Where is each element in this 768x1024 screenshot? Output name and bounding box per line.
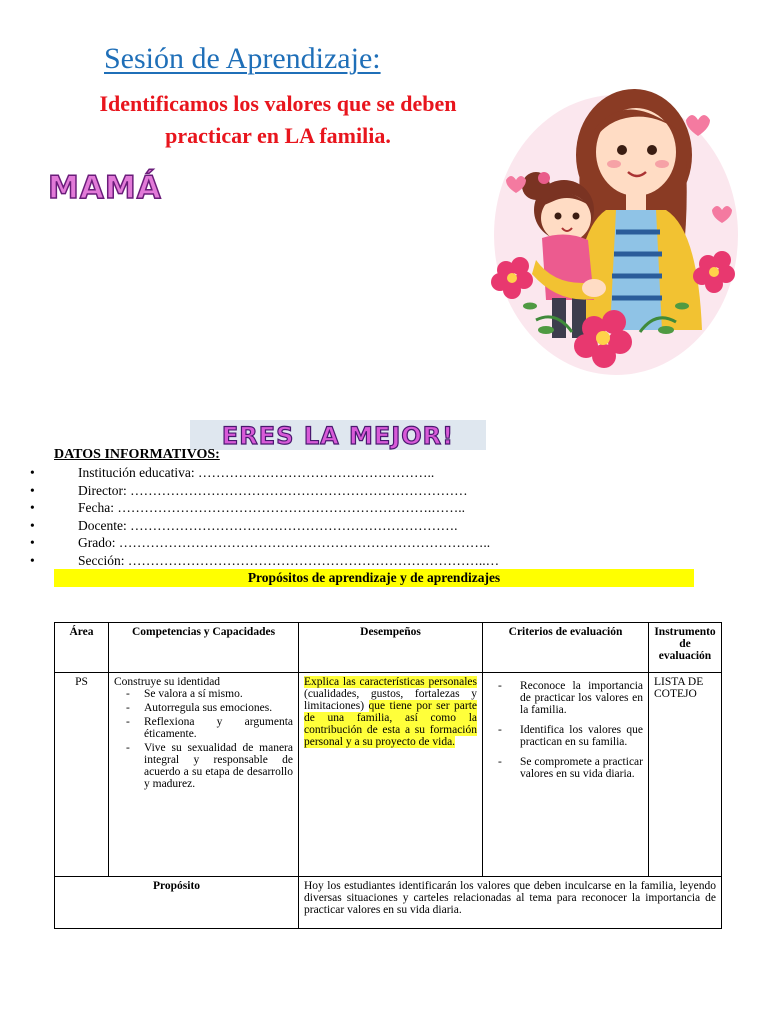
header-competencias: Competencias y Capacidades (109, 623, 299, 673)
datos-item: • Institución educativa: …………………………………………….. (30, 465, 435, 480)
header-desempenos: Desempeños (299, 623, 483, 673)
datos-item: • Grado: ……………………………………………………………………….. (30, 535, 491, 550)
session-title: Sesión de Aprendizaje: (104, 42, 381, 75)
proposito-row (55, 877, 722, 929)
criterios-list (488, 680, 643, 780)
list-item: - Se compromete a practicar valores en su vida diaria. (520, 756, 643, 780)
cell-instrumento: LISTA DE COTEJO (649, 673, 722, 877)
datos-item: • Docente: ………………………………………………………………. (30, 517, 458, 533)
session-subtitle: Identificamos los valores que se deben practicar en LA familia. (99, 91, 457, 148)
proposito-label: Propósito (55, 877, 299, 929)
datos-item: • Sección: ……………………………………………………………………..… (30, 552, 500, 568)
learning-plan-table (54, 622, 722, 929)
datos-item: • Director: ………………………………………………………………… (30, 482, 468, 498)
table-row (55, 673, 722, 877)
list-item: - Se valora a sí mismo. (144, 688, 293, 700)
cell-criterios (483, 673, 649, 877)
cell-competencias (109, 673, 299, 877)
mama-wordart (46, 166, 192, 206)
competencia-title: Construye su identidad (114, 676, 221, 688)
capacidades-list (114, 688, 293, 790)
header-criterios: Criterios de evaluación (483, 623, 649, 673)
desempeno-highlight-2: que tiene por ser parte de una familia, así como la contribución de esta a su formación personal y a su proyecto de vida. (304, 700, 477, 748)
datos-item: • Fecha: …………………………………………………………….…….. (30, 500, 465, 515)
proposito-text: Hoy los estudiantes identificarán los valores que deben inculcarse en la familia, leyendo diversas situaciones y carteles relacionadas al tema para reconocer la importancia de practicar valores en su vida diaria. (299, 877, 722, 929)
purpose-heading-bar: Propósitos de aprendizaje y de aprendizajes (54, 569, 694, 587)
mother-daughter-illustration (476, 60, 756, 380)
cell-area: PS (55, 673, 109, 877)
list-item: - Identifica los valores que practican en su familia. (520, 724, 643, 748)
header-area: Área (55, 623, 109, 673)
eres-la-mejor-text: ERES LA MEJOR! (221, 422, 455, 450)
list-item: - Reconoce la importancia de practicar los valores en la familia. (520, 680, 643, 716)
datos-informativos-title: DATOS INFORMATIVOS: (54, 447, 220, 462)
desempeno-highlight-1: Explica las características personales (304, 676, 477, 688)
mama-wordart-text: MAMÁ (48, 170, 162, 206)
desempeno-plain: (cualidades, gustos, fortalezas y limitaciones) (304, 688, 477, 712)
list-item: - Reflexiona y argumenta éticamente. (144, 716, 293, 740)
list-item: - Autorregula sus emociones. (144, 702, 293, 714)
header-instrumento: Instrumento de evaluación (649, 623, 722, 673)
datos-informativos-list (30, 464, 499, 569)
list-item: - Vive su sexualidad de manera integral y responsable de acuerdo a su etapa de desarrollo y madurez. (144, 742, 293, 790)
cell-desempenos (299, 673, 483, 877)
table-header-row (55, 623, 722, 673)
eres-la-mejor-wordart (190, 420, 486, 450)
